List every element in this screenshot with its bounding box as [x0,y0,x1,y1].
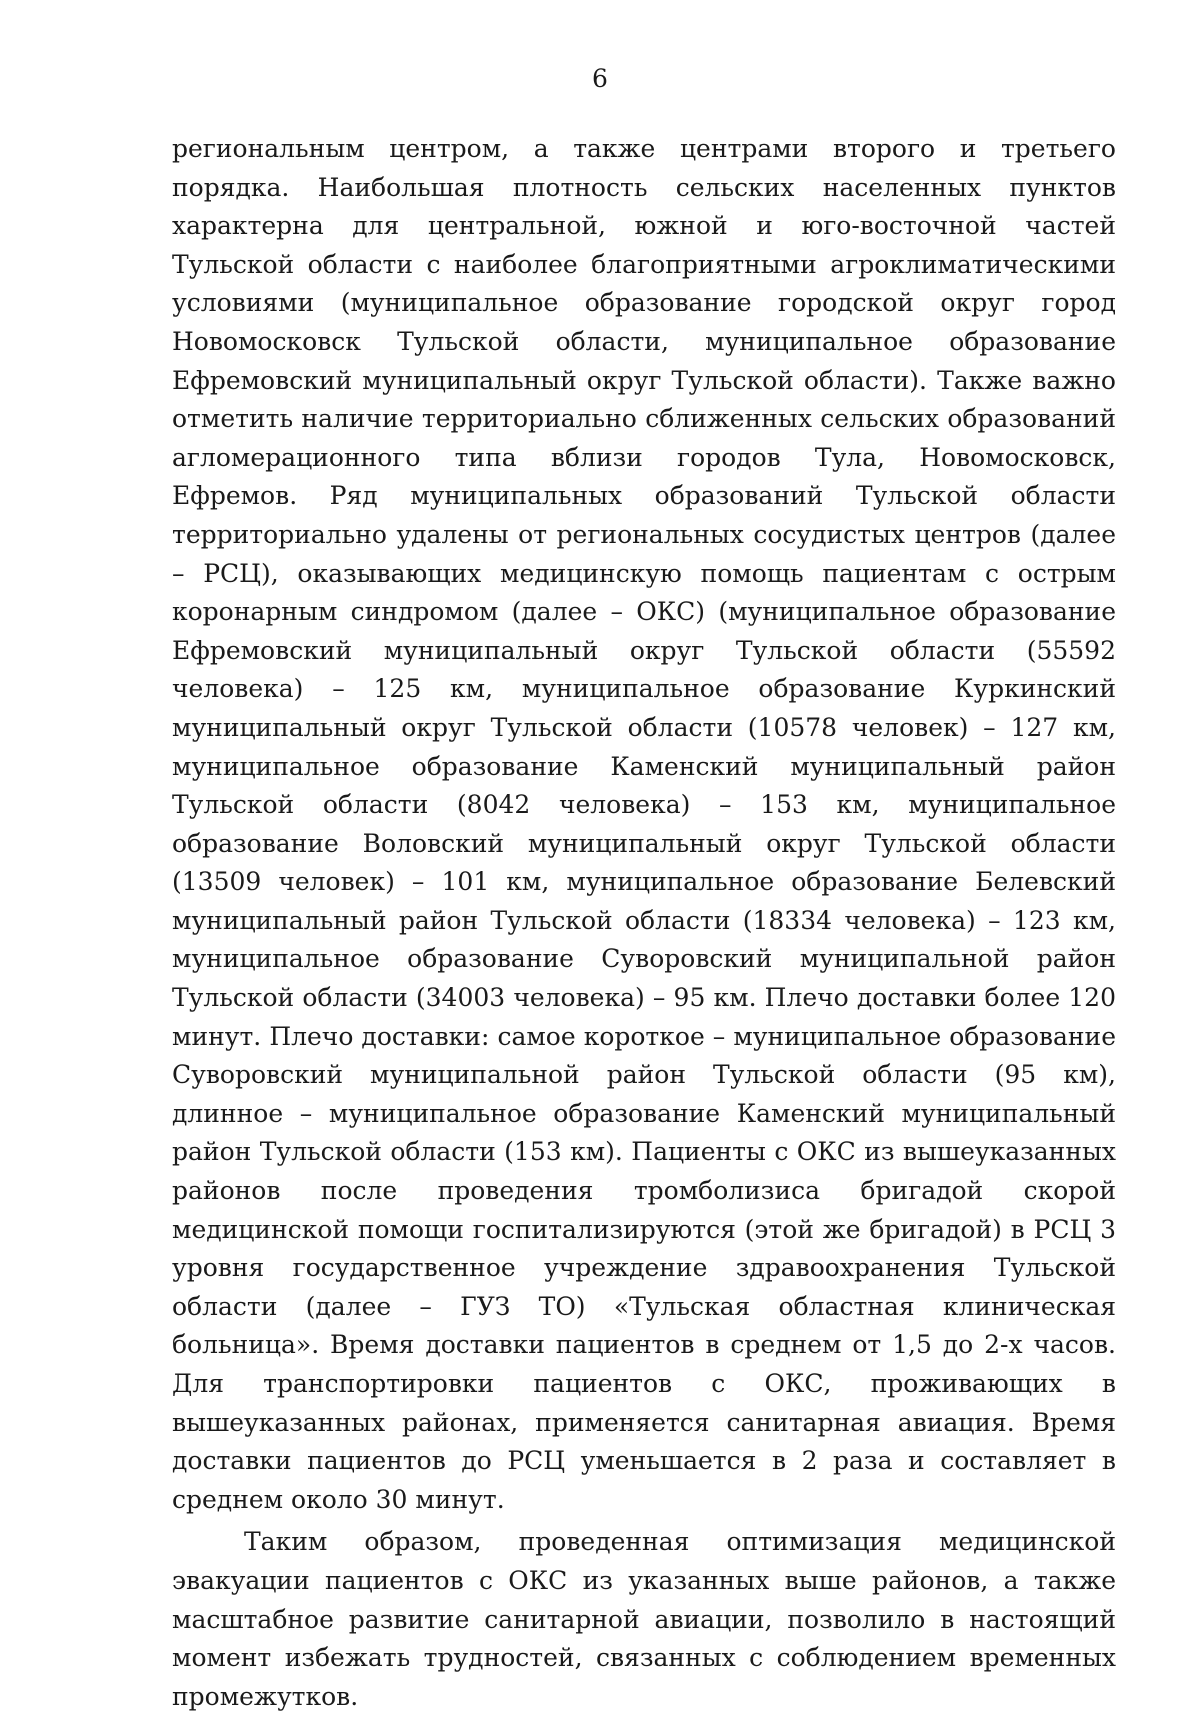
paragraph-1: региональным центром, а также центрами второго и третьего порядка. Наибольшая плотность сельских населенных пунктов характерна для центральной, южной и юго-восточной частей Тульской области с наиболее благоприятными агроклиматическими условиями (муниципальное образование городской округ город Новомосковск Тульской области, муниципальное образование Ефремовский муниципальный округ Тульской области). Также важно отметить наличие территориально сближенных сельских образований агломерационного типа вблизи городов Тула, Новомосковск, Ефремов. Ряд муниципальных образований Тульской области территориально удалены от региональных сосудистых центров (далее – РСЦ), оказывающих медицинскую помощь пациентам с острым коронарным синдромом (далее – ОКС) (муниципальное образование Ефремовский муниципальный округ Тульской области (55592 человека) – 125 км, муниципальное образование Куркинский муниципальный округ Тульской области (10578 человек) – 127 км, муниципальное образование Каменский муниципальный район Тульской области (8042 человека) – 153 км, муниципальное образование Воловский муниципальный округ Тульской области (13509 человек) – 101 км, муниципальное образование Белевский муниципальный район Тульской области (18334 человека) – 123 км, муниципальное образование Суворовский муниципальной район Тульской области (34003 человека) – 95 км. Плечо доставки более 120 минут. Плечо доставки: самое короткое – муниципальное образование Суворовский муниципальной район Тульской области (95 км), длинное – муниципальное образование Каменский муниципальный район Тульской области (153 км). Пациенты с ОКС из вышеуказанных районов после проведения тромболизиса бригадой скорой медицинской помощи госпитализируются (этой же бригадой) в РСЦ 3 уровня государственное учреждение здравоохранения Тульской области (далее – ГУЗ ТО) «Тульская областная клиническая больница». Время доставки пациентов в среднем от 1,5 до 2-х часов. Для транспортировки пациентов с ОКС, проживающих в вышеуказанных районах, применяется санитарная авиация. Время доставки пациентов до РСЦ уменьшается в 2 раза и составляет в среднем около 30 минут. [172,134,1116,1514]
page-number: 6 [592,64,608,93]
body-text [172,130,1116,1716]
paragraph-2: Таким образом, проведенная оптимизация медицинской эвакуации пациентов с ОКС из указанных выше районов, а также масштабное развитие санитарной авиации, позволило в настоящий момент избежать трудностей, связанных с соблюдением временных промежутков. [172,1527,1116,1711]
